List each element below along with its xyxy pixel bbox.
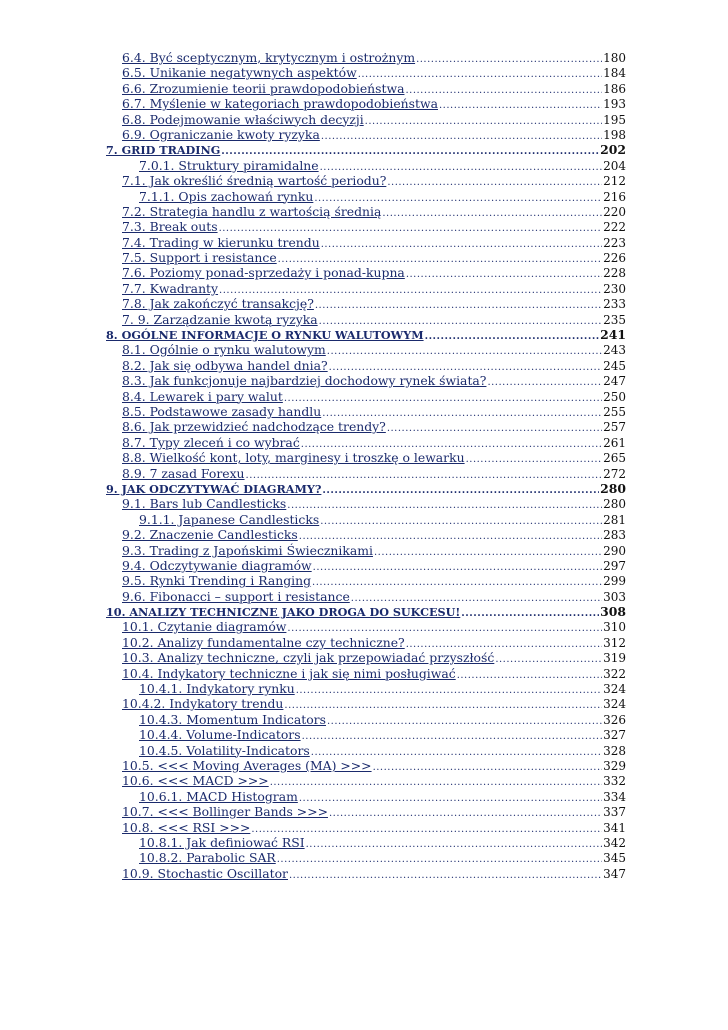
toc-entry[interactable] <box>0 235 728 250</box>
toc-entry[interactable] <box>0 527 728 542</box>
toc-page-number: 299 <box>603 574 626 589</box>
toc-entry-title[interactable]: 8. OGÓLNE INFORMACJE O RYNKU WALUTOWYM <box>106 328 424 343</box>
toc-entry-title[interactable]: 9.6. Fibonacci – support i resistance <box>122 588 350 604</box>
toc-page-number: 233 <box>603 297 626 312</box>
toc-entry[interactable] <box>0 789 728 804</box>
toc-entry-title[interactable]: 6.5. Unikanie negatywnych aspektów <box>122 65 357 81</box>
toc-entry[interactable] <box>0 635 728 650</box>
toc-page-number: 337 <box>603 805 626 820</box>
toc-entry[interactable] <box>0 558 728 573</box>
toc-entry[interactable] <box>0 619 728 634</box>
toc-page-number: 198 <box>603 127 626 142</box>
toc-entry-title[interactable]: 10. ANALIZY TECHNICZNE JAKO DROGA DO SUKCESU! <box>106 605 461 620</box>
toc-entry-title[interactable]: 8.2. Jak się odbywa handel dnia? <box>122 357 328 373</box>
toc-entry-title[interactable]: 10.4.3. Momentum Indicators <box>139 711 326 727</box>
toc-page-number: 312 <box>603 635 626 650</box>
table-of-contents <box>0 50 728 881</box>
toc-entry[interactable] <box>0 373 728 388</box>
toc-page-number: 212 <box>603 174 626 189</box>
toc-page-number: 186 <box>603 81 626 96</box>
toc-entry[interactable] <box>0 573 728 588</box>
toc-page-number: 324 <box>603 697 626 712</box>
toc-page-number: 334 <box>603 789 626 804</box>
toc-page-number: 303 <box>603 589 626 604</box>
toc-entry[interactable] <box>0 727 728 742</box>
toc-page-number: 272 <box>603 466 626 481</box>
toc-entry-title[interactable]: 7.1. Jak określić średnią wartość periodu? <box>122 173 387 189</box>
toc-dot-leader <box>289 868 602 883</box>
toc-page-number: 241 <box>600 327 626 343</box>
toc-entry-title[interactable]: 10.4.4. Volume-Indicators <box>139 727 301 743</box>
toc-entry[interactable] <box>0 712 728 727</box>
toc-entry[interactable] <box>0 127 728 142</box>
toc-entry[interactable] <box>0 419 728 434</box>
toc-entry-title[interactable]: 7. GRID TRADING <box>106 143 221 158</box>
toc-chapter-entry[interactable] <box>0 142 728 157</box>
toc-page-number: 250 <box>603 389 626 404</box>
toc-entry-title[interactable]: 10.8. <<< RSI >>> <box>122 819 251 835</box>
toc-entry[interactable] <box>0 173 728 188</box>
toc-entry-title[interactable]: 10.5. <<< Moving Averages (MA) >>> <box>122 757 372 773</box>
toc-entry-title[interactable]: 7. 9. Zarządzanie kwotą ryzyka <box>122 311 318 327</box>
toc-entry[interactable] <box>0 512 728 527</box>
toc-page-number: 290 <box>603 543 626 558</box>
toc-chapter-entry[interactable] <box>0 327 728 342</box>
toc-entry-title[interactable]: 9.1. Bars lub Candlesticks <box>122 496 287 512</box>
toc-entry-title[interactable]: 10.2. Analizy fundamentalne czy techniczne? <box>122 634 405 650</box>
toc-entry-title[interactable]: 7.3. Break outs <box>122 219 218 235</box>
toc-entry-title[interactable]: 8.9. 7 zasad Forexu <box>122 465 245 481</box>
toc-entry[interactable] <box>0 435 728 450</box>
toc-page-number: 235 <box>603 312 626 327</box>
toc-page-number: 265 <box>603 451 626 466</box>
toc-page-number: 195 <box>603 112 626 127</box>
toc-entry[interactable] <box>0 835 728 850</box>
toc-page-number: 257 <box>603 420 626 435</box>
toc-entry-title[interactable]: 10.4.1. Indykatory rynku <box>139 681 295 697</box>
toc-page-number: 327 <box>603 728 626 743</box>
toc-entry[interactable] <box>0 850 728 865</box>
toc-entry-title[interactable]: 9.5. Rynki Trending i Ranging <box>122 573 312 589</box>
toc-entry[interactable] <box>0 696 728 711</box>
toc-entry-title[interactable]: 8.7. Typy zleceń i co wybrać <box>122 434 300 450</box>
toc-page-number: 220 <box>603 204 626 219</box>
toc-entry[interactable] <box>0 758 728 773</box>
toc-entry-title[interactable]: 7.6. Poziomy ponad-sprzedaży i ponad-kupna <box>122 265 405 281</box>
toc-page-number: 184 <box>603 66 626 81</box>
toc-page-number: 280 <box>603 497 626 512</box>
toc-entry-title[interactable]: 10.6.1. MACD Histogram <box>139 788 298 804</box>
toc-page-number: 281 <box>603 512 626 527</box>
toc-entry-title[interactable]: 8.3. Jak funkcjonuje najbardziej dochodowy rynek świata? <box>122 373 487 389</box>
toc-entry[interactable] <box>0 281 728 296</box>
toc-page-number: 326 <box>603 712 626 727</box>
toc-entry-title[interactable]: 8.8. Wielkość kont, loty, marginesy i troszkę o lewarku <box>122 450 465 466</box>
toc-page-number: 193 <box>603 97 626 112</box>
toc-entry-title[interactable]: 7.0.1. Struktury piramidalne <box>139 157 319 173</box>
toc-page-number: 283 <box>603 528 626 543</box>
toc-page-number: 342 <box>603 835 626 850</box>
toc-page-number: 230 <box>603 281 626 296</box>
toc-entry[interactable] <box>0 219 728 234</box>
toc-entry[interactable] <box>0 112 728 127</box>
toc-page-number: 243 <box>603 343 626 358</box>
toc-entry[interactable] <box>0 265 728 280</box>
toc-entry[interactable] <box>0 204 728 219</box>
toc-entry-title[interactable]: 6.8. Podejmowanie właściwych decyzji <box>122 111 364 127</box>
toc-entry-title[interactable]: 7.2. Strategia handlu z wartością średnią <box>122 203 382 219</box>
toc-entry[interactable] <box>0 189 728 204</box>
toc-entry-title[interactable]: 6.4. Być sceptycznym, krytycznym i ostrożnym <box>122 50 416 65</box>
toc-entry-title[interactable]: 8.1. Ogólnie o rynku walutowym <box>122 342 326 358</box>
toc-entry-title[interactable]: 6.9. Ograniczanie kwoty ryzyka <box>122 126 320 142</box>
toc-entry[interactable] <box>0 81 728 96</box>
toc-entry-title[interactable]: 10.1. Czytanie diagramów <box>122 619 287 635</box>
toc-entry[interactable] <box>0 866 728 881</box>
toc-page-number: 329 <box>603 758 626 773</box>
toc-entry-title[interactable]: 10.3. Analizy techniczne, czyli jak przepowiadać przyszłość <box>122 650 495 666</box>
toc-page-number: 223 <box>603 235 626 250</box>
toc-entry[interactable] <box>0 50 728 65</box>
toc-entry[interactable] <box>0 296 728 311</box>
toc-entry-title[interactable]: 10.9. Stochastic Oscillator <box>122 865 288 881</box>
toc-entry-title[interactable]: 6.6. Zrozumienie teorii prawdopodobieństwa <box>122 80 405 96</box>
toc-entry-title[interactable]: 9.4. Odczytywanie diagramów <box>122 557 312 573</box>
toc-page-number: 222 <box>603 220 626 235</box>
toc-entry[interactable] <box>0 650 728 665</box>
toc-entry-title[interactable]: 7.5. Support i resistance <box>122 250 277 266</box>
toc-entry[interactable] <box>0 820 728 835</box>
toc-page-number: 328 <box>603 743 626 758</box>
toc-entry-title[interactable]: 7.4. Trading w kierunku trendu <box>122 234 320 250</box>
toc-entry-title[interactable]: 10.8.2. Parabolic SAR <box>139 850 276 866</box>
toc-entry[interactable] <box>0 250 728 265</box>
toc-entry[interactable] <box>0 342 728 357</box>
toc-entry-title[interactable]: 7.8. Jak zakończyć transakcję? <box>122 296 314 312</box>
toc-entry-title[interactable]: 10.8.1. Jak definiować RSI <box>139 834 305 850</box>
toc-entry-title[interactable]: 9.3. Trading z Japońskimi Świecznikami <box>122 542 373 558</box>
toc-entry[interactable] <box>0 666 728 681</box>
toc-chapter-entry[interactable] <box>0 481 728 496</box>
toc-entry[interactable] <box>0 589 728 604</box>
toc-chapter-entry[interactable] <box>0 604 728 619</box>
toc-entry-title[interactable]: 10.4.5. Volatility-Indicators <box>139 742 310 758</box>
toc-entry[interactable] <box>0 743 728 758</box>
toc-page-number: 204 <box>603 158 626 173</box>
toc-entry[interactable] <box>0 404 728 419</box>
toc-entry-title[interactable]: 6.7. Myślenie w kategoriach prawdopodobieństwa <box>122 96 438 112</box>
toc-page-number: 324 <box>603 682 626 697</box>
toc-entry-title[interactable]: 8.6. Jak przewidzieć nadchodzące trendy? <box>122 419 386 435</box>
toc-page-number: 280 <box>600 480 626 496</box>
toc-entry[interactable] <box>0 804 728 819</box>
toc-entry[interactable] <box>0 450 728 465</box>
toc-page-number: 345 <box>603 851 626 866</box>
toc-entry[interactable] <box>0 496 728 511</box>
toc-page-number: 308 <box>600 604 626 620</box>
toc-page-number: 332 <box>603 774 626 789</box>
toc-entry-title[interactable]: 8.5. Podstawowe zasady handlu <box>122 403 322 419</box>
toc-page-number: 216 <box>603 189 626 204</box>
toc-entry[interactable] <box>0 358 728 373</box>
toc-entry-title[interactable]: 7.1.1. Opis zachowań rynku <box>139 188 314 204</box>
toc-entry[interactable] <box>0 773 728 788</box>
toc-entry[interactable] <box>0 681 728 696</box>
toc-page-number: 297 <box>603 558 626 573</box>
toc-page-number: 202 <box>600 142 626 158</box>
toc-page-number: 347 <box>603 866 626 881</box>
toc-page-number: 310 <box>603 620 626 635</box>
toc-page-number: 247 <box>603 374 626 389</box>
toc-entry[interactable] <box>0 65 728 80</box>
toc-entry[interactable] <box>0 543 728 558</box>
toc-entry-title[interactable]: 10.6. <<< MACD >>> <box>122 773 269 789</box>
toc-entry-title[interactable]: 10.7. <<< Bollinger Bands >>> <box>122 804 328 820</box>
toc-page-number: 245 <box>603 358 626 373</box>
toc-page-number: 226 <box>603 251 626 266</box>
toc-page-number: 322 <box>603 666 626 681</box>
toc-page-number: 319 <box>603 651 626 666</box>
toc-entry[interactable] <box>0 312 728 327</box>
toc-entry-title[interactable]: 10.4. Indykatory techniczne i jak się nimi posługiwać <box>122 665 456 681</box>
toc-page-number: 228 <box>603 266 626 281</box>
toc-page-number: 261 <box>603 435 626 450</box>
toc-entry-title[interactable]: 8.4. Lewarek i pary walut <box>122 388 283 404</box>
toc-entry[interactable] <box>0 96 728 111</box>
toc-entry-title[interactable]: 9. JAK ODCZYTYWAĆ DIAGRAMY? <box>106 481 322 496</box>
toc-page-number: 341 <box>603 820 626 835</box>
toc-entry[interactable] <box>0 389 728 404</box>
toc-entry[interactable] <box>0 466 728 481</box>
toc-entry-title[interactable]: 9.2. Znaczenie Candlesticks <box>122 527 298 543</box>
toc-entry-title[interactable]: 9.1.1. Japanese Candlesticks <box>139 511 320 527</box>
toc-entry-title[interactable]: 10.4.2. Indykatory trendu <box>122 696 284 712</box>
toc-entry[interactable] <box>0 158 728 173</box>
toc-page-number: 255 <box>603 404 626 419</box>
toc-entry-title[interactable]: 7.7. Kwadranty <box>122 280 219 296</box>
toc-page-number: 180 <box>603 51 626 65</box>
